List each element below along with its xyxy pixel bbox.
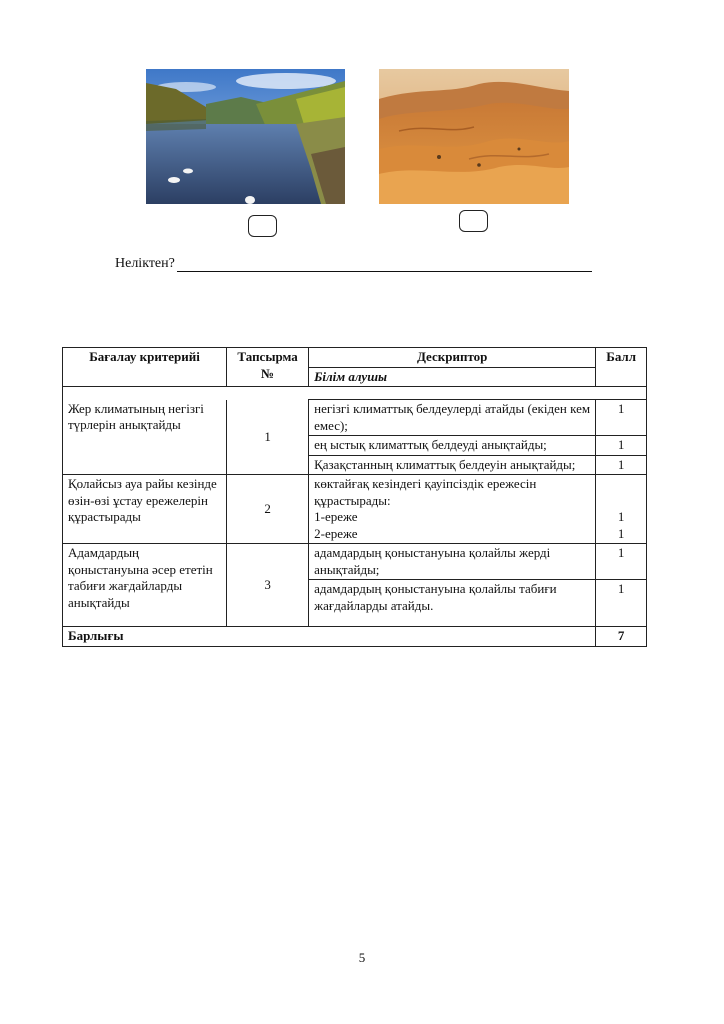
why-question [115, 256, 592, 272]
total-score: 7 [596, 627, 647, 647]
descriptor-3-1: адамдардың қоныстануына қолайлы жерді анықтайды; [309, 544, 596, 580]
assessment-table [62, 347, 647, 647]
header-score: Балл [596, 348, 647, 387]
descriptor-1-1: негізгі климаттық белдеулерді атайды (екіден кем емес); [309, 400, 596, 436]
page-number: 5 [358, 950, 366, 965]
task-3: 3 [227, 544, 309, 627]
descriptor-3-2: адамдардың қоныстануына қолайлы табиғи жағдайларды атайды. [309, 580, 596, 627]
desert-answer-box[interactable] [459, 210, 488, 232]
score-1-2: 1 [596, 436, 647, 456]
descriptor-1-2: ең ыстық климаттық белдеуді анықтайды; [309, 436, 596, 456]
task-1: 1 [227, 400, 309, 475]
descriptor-2-intro: көктайғақ кезіндегі қауіпсіздік ережесін құрастырады: [314, 476, 537, 508]
why-label: Неліктен? [115, 256, 175, 271]
header-learner: Білім алушы [309, 367, 596, 387]
criteria-2: Қолайсыз ауа райы кезінде өзін-өзі ұстау ережелерін құрастырады [63, 475, 227, 544]
descriptor-2-rule-2: 2-ереже [314, 525, 358, 541]
header-descriptor: Дескриптор [309, 348, 596, 368]
score-2-1: 1 [617, 509, 625, 524]
score-3-1: 1 [596, 544, 647, 580]
descriptor-1-3: Қазақстанның климаттық белдеуін анықтайды; [309, 455, 596, 475]
lake-answer-box[interactable] [248, 215, 277, 237]
score-2 [596, 475, 647, 544]
score-2-2: 1 [617, 525, 625, 541]
score-3-2: 1 [596, 580, 647, 627]
criteria-3: Адамдардың қоныстануына әсер ететін табиғи жағдайларды анықтайды [63, 544, 227, 627]
task-2: 2 [227, 475, 309, 544]
total-label: Барлығы [63, 627, 596, 647]
lake-photo [146, 69, 345, 204]
why-answer-line[interactable] [177, 257, 592, 272]
score-1-1: 1 [596, 400, 647, 436]
descriptor-2 [309, 475, 596, 544]
score-1-3: 1 [596, 455, 647, 475]
header-criteria: Бағалау критерийі [63, 348, 227, 387]
desert-photo [379, 69, 569, 204]
header-task: Тапсырма № [227, 348, 309, 387]
descriptor-2-rule-1: 1-ереже [314, 509, 358, 524]
criteria-1: Жер климатының негізгі түрлерін анықтайды [63, 400, 227, 475]
